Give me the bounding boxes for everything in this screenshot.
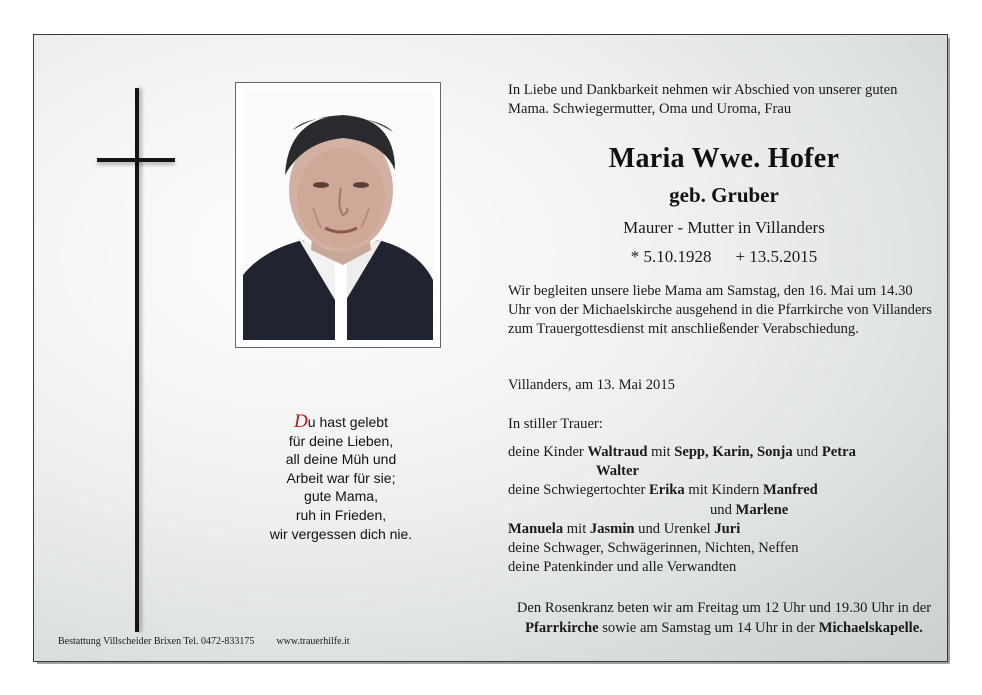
portrait-frame: [235, 82, 441, 348]
maiden-name: geb. Gruber: [669, 183, 779, 207]
poem-line-7: wir vergessen dich nie.: [269, 525, 413, 542]
rosary-line-2: [508, 618, 940, 638]
undertaker-info: Bestattung Villscheider Brixen Tel. 0472-833175: [58, 636, 255, 647]
rel-name: Juri: [714, 520, 741, 537]
poem-line-6: ruh in Frieden,: [295, 506, 387, 523]
cross-vertical-bar: [135, 88, 139, 632]
rel-name: Sepp,: [674, 444, 709, 460]
rel-name: Waltraud: [587, 444, 648, 460]
rel-name: Manfred: [762, 482, 818, 499]
rel-text: deine Schwiegertochter: [508, 482, 650, 499]
relatives-line-walter: [508, 462, 938, 481]
death-date: + 13.5.2015: [735, 247, 818, 266]
poem-line-3: all deine Müh und: [285, 451, 397, 468]
rel-name: Manuela: [508, 520, 564, 537]
rel-name: Petra: [821, 444, 856, 460]
rel-text: mit: [563, 520, 590, 537]
rel-text: mit: [647, 444, 675, 460]
poem-line-5: gute Mama,: [304, 488, 378, 505]
poem-line-2: für deine Lieben,: [288, 432, 394, 449]
deceased-name: Maria Wwe. Hofer: [608, 143, 840, 174]
life-dates: [508, 247, 940, 267]
relatives-line-children: [508, 443, 938, 462]
rel-text: mit Kindern: [684, 482, 763, 499]
rel-name: Marlene: [735, 501, 789, 518]
portrait-photo: [243, 90, 433, 340]
rel-text: und Urenkel: [634, 520, 715, 537]
rel-name: Walter: [596, 463, 639, 480]
memorial-poem: [246, 413, 436, 543]
website-link[interactable]: www.trauerhilfe.it: [276, 636, 350, 647]
birth-date: * 5.10.1928: [630, 247, 712, 266]
rel-name: Erika: [649, 482, 685, 499]
rosary-chapel: Michaelskapelle.: [818, 620, 923, 636]
rosary-announcement: [508, 598, 940, 638]
rosary-line-1: Den Rosenkranz beten wir am Freitag um 12 Uhr und 19.30 Uhr in der: [516, 600, 932, 616]
relatives-line-marlene: [508, 501, 938, 520]
place-and-date: Villanders, am 13. Mai 2015: [508, 377, 675, 393]
rel-name: Jasmin: [589, 520, 635, 537]
cross-horizontal-bar: [97, 158, 175, 162]
footer: [58, 636, 350, 647]
rel-name: Karin,: [712, 444, 754, 460]
relatives-list: [508, 443, 938, 577]
rosary-church: Pfarrkirche: [525, 620, 599, 636]
relatives-line-daughter-in-law: [508, 481, 938, 500]
relatives-line-grandchildren: [508, 520, 938, 539]
relatives-line-godchildren: deine Patenkinder und alle Verwandten: [508, 559, 737, 576]
funeral-announcement: Wir begleiten unsere liebe Mama am Samstag, den 16. Mai um 14.30 Uhr von der Michaelskirche ausgehend in die Pfarrkirche von Villanders zum Trauergottesdienst mit anschließender Verabschiedung.: [508, 283, 932, 337]
rel-text: und: [792, 444, 822, 460]
rel-name: Sonja: [756, 444, 793, 460]
poem-line-1-rest: u hast gelebt: [307, 414, 388, 430]
rel-text: und: [710, 501, 736, 518]
mourning-heading: In stiller Trauer:: [508, 416, 603, 432]
poem-line-4: Arbeit war für sie;: [286, 469, 396, 486]
poem-initial-letter: D: [294, 411, 308, 432]
poem-line-1: [246, 413, 436, 432]
rel-text: deine Kinder: [508, 444, 588, 460]
intro-text: In Liebe und Dankbarkeit nehmen wir Abschied von unserer guten Mama. Schwiegermutter, Oma und Uroma, Frau: [508, 82, 898, 117]
occupation: Maurer - Mutter in Villanders: [623, 218, 825, 237]
portrait-illustration: [243, 90, 433, 340]
rosary-text: sowie am Samstag um 14 Uhr in der: [598, 620, 819, 636]
relatives-line-inlaws: deine Schwager, Schwägerinnen, Nichten, Neffen: [508, 540, 799, 557]
